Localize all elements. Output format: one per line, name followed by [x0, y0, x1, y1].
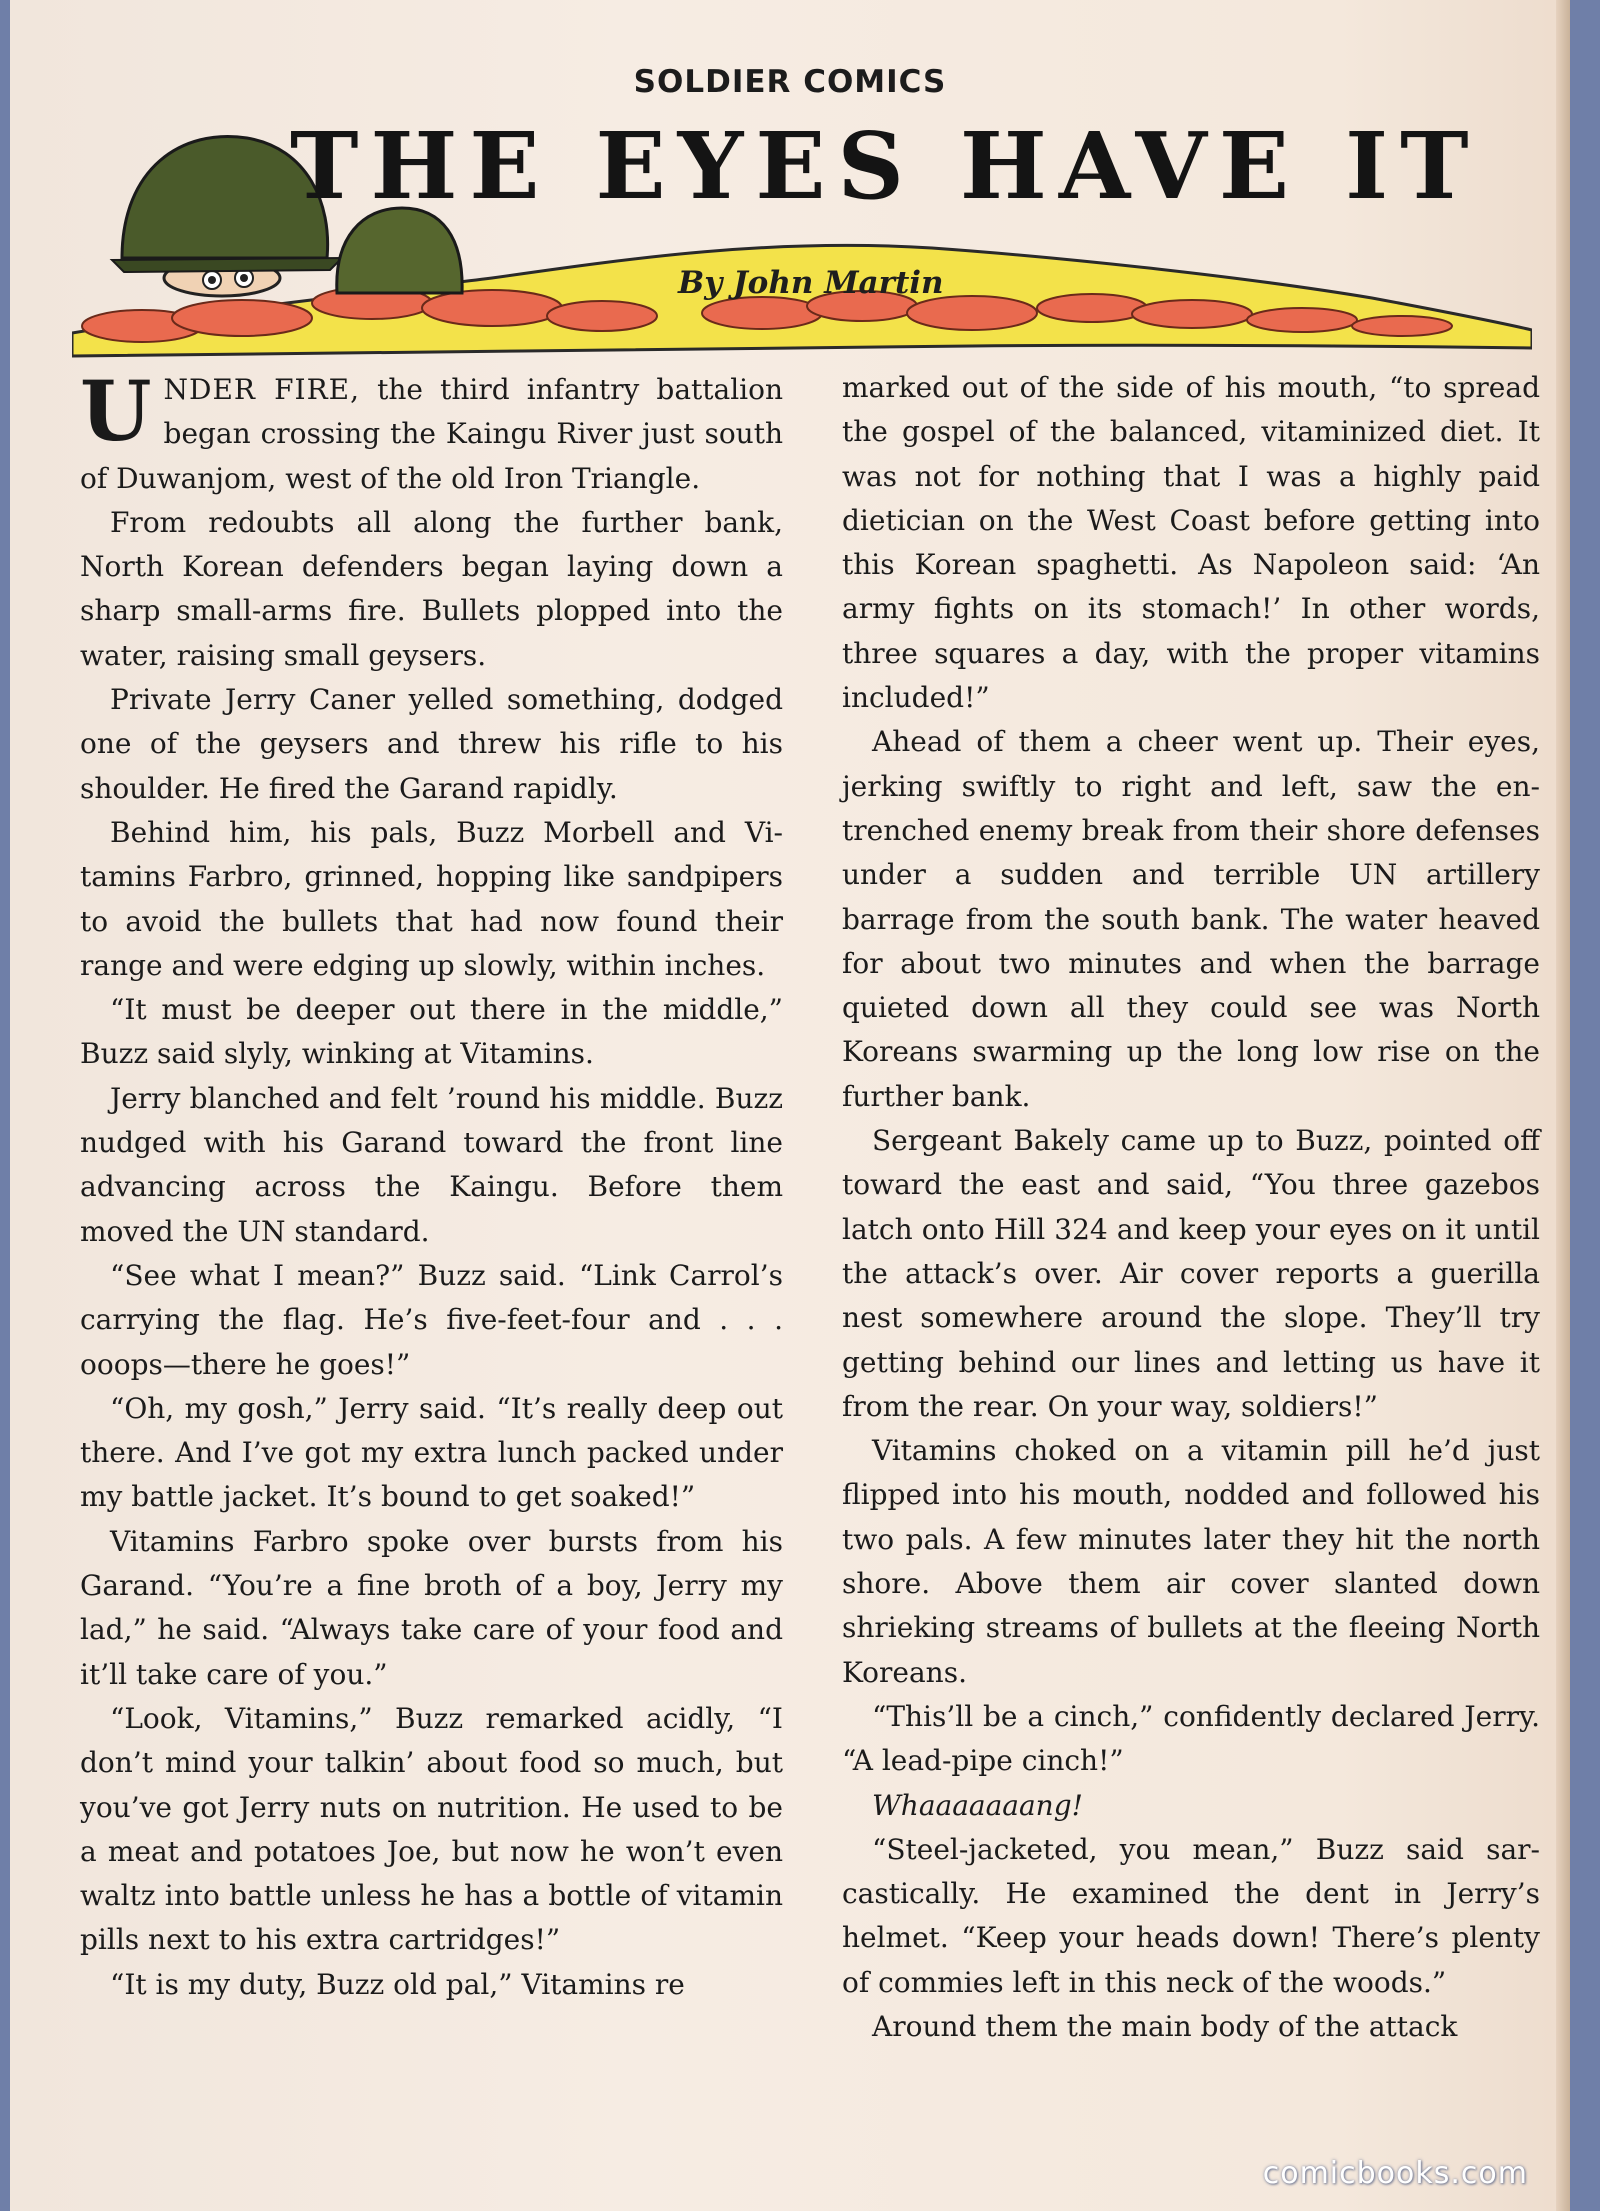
- paragraph: “Steel-jacketed, you mean,” Buzz said sarcastically. He examined the dent in Jerry’s helmet. “Keep your heads down! There’s plenty of commies left in this neck of the woods.”: [842, 1832, 1540, 1999]
- paragraph-text: the third infantry battalion began crossing the Kaingu River just south of Duwanjom, west of the old Iron Triangle.: [80, 373, 784, 495]
- paragraph: Private Jerry Caner yelled something, dodged one of the geysers and threw his rifle to his shoulder. He fired the Garand rapidly.: [80, 683, 783, 805]
- paragraph: Around them the main body of the attack: [872, 2009, 1458, 2043]
- sound-effect: Whaaaaaaang!: [872, 1788, 1083, 1822]
- paragraph: “This’ll be a cinch,” confidently declared Jerry. “A lead-pipe cinch!”: [842, 1699, 1540, 1778]
- paragraph: Ahead of them a cheer went up. Their eyes, jerking swiftly to right and left, saw the entrenched enemy break from their shore defenses under a sudden and terrible UN artillery barrage from the south bank. The water heaved for about two minutes and when the barrage quieted down all they could see was North Koreans swarming up the long low rise on the further bank.: [842, 725, 1540, 1113]
- paragraph: “Look, Vitamins,” Buzz remarked acidly, “I don’t mind your talkin’ about food so much, but you’ve got Jerry nuts on nutrition. He used to be a meat and potatoes Joe, but now he won’t even waltz into battle unless he has a bottle of vitamin pills next to his extra cartridges!”: [80, 1701, 783, 1957]
- watermark: comicbooks.com: [1262, 2156, 1528, 2191]
- paragraph: From redoubts all along the further bank, North Korean defenders began laying down a sharp small-arms fire. Bullets plopped into the water, raising small geysers.: [80, 505, 783, 672]
- lead-in: NDER FIRE,: [163, 373, 361, 406]
- paragraph: Jerry blanched and felt ’round his middle. Buzz nudged with his Garand toward the front line advancing across the Kaingu. Before them moved the UN standard.: [80, 1081, 783, 1248]
- comic-page: [10, 0, 1570, 2211]
- paragraph: Vitamins Farbro spoke over bursts from his Garand. “You’re a fine broth of a boy, Jerry my lad,” he said. “Always take care of your food and it’ll take care of you.”: [80, 1524, 783, 1691]
- paragraph: Sergeant Bakely came up to Buzz, pointed off toward the east and said, “You three gazebos latch onto Hill 324 and keep your eyes on it until the attack’s over. Air cover reports a guerilla nest somewhere around the slope. They’ll try getting behind our lines and letting us have it from the rear. On your way, soldiers!”: [842, 1124, 1540, 1423]
- second-helmet-icon: [337, 208, 462, 293]
- paragraph: marked out of the side of his mouth, “to spread the gospel of the balanced, vitaminized diet. It was not for nothing that I was a highly paid dietician on the West Coast before getting into this Korean spaghetti. As Napoleon said: ‘An army fights on its stomach!’ In other words, three squares a day, with the proper vitamins included!”: [842, 371, 1540, 715]
- paragraph: [80, 364, 784, 501]
- paragraph: “It must be deeper out there in the middle,” Buzz said slyly, winking at Vitamins.: [80, 993, 783, 1071]
- paragraph: Behind him, his pals, Buzz Morbell and Vitamins Farbro, grinned, hopping like sandpipers to avoid the bullets that had now found their range and were edging up slowly, within inches.: [80, 815, 783, 982]
- series-title: SOLDIER COMICS: [633, 64, 947, 100]
- drop-cap: U: [80, 364, 152, 460]
- story-title: THE EYES HAVE IT: [290, 112, 1481, 220]
- text-column-right: [842, 366, 1540, 2049]
- paragraph: “It is my duty, Buzz old pal,” Vitamins re: [110, 1967, 685, 2001]
- paragraph: “See what I mean?” Buzz said. “Link Carrol’s carrying the flag. He’s five-feet-four and . . . ooops—there he goes!”: [80, 1258, 783, 1381]
- byline: By John Martin: [678, 265, 944, 301]
- page-spine-shadow: [1556, 0, 1570, 2211]
- text-column-left: [80, 364, 784, 2007]
- paragraph: “Oh, my gosh,” Jerry said. “It’s really deep out there. And I’ve got my extra lunch packed under my battle jacket. It’s bound to get soaked!”: [80, 1391, 783, 1514]
- paragraph: Vitamins choked on a vitamin pill he’d just flipped into his mouth, nodded and followed his two pals. A few minutes later they hit the north shore. Above them air cover slanted down shrieking streams of bullets at the fleeing North Koreans.: [842, 1434, 1540, 1689]
